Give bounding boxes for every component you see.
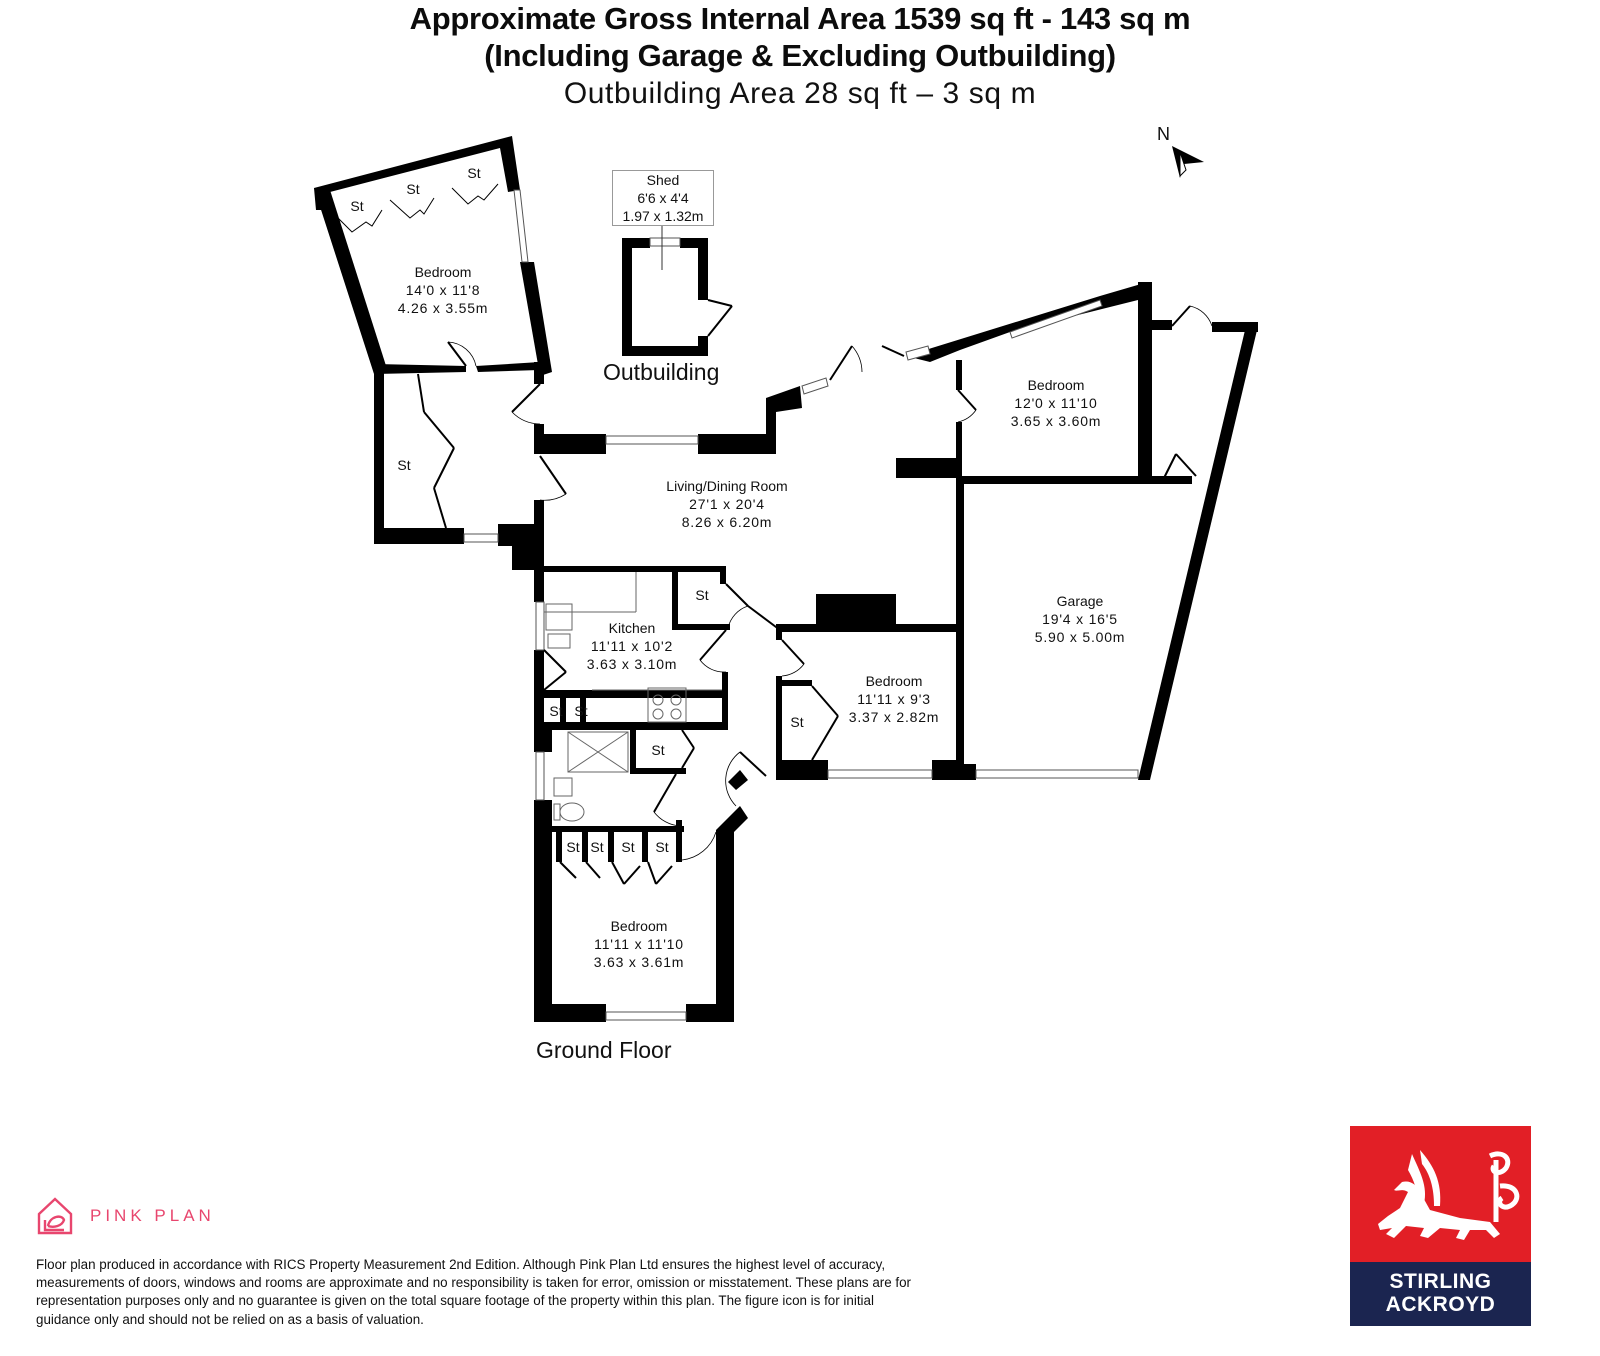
- window: [650, 238, 680, 246]
- storage-label: St: [655, 839, 669, 855]
- room-dimensions-imperial: 19'4 x 16'5: [1042, 611, 1118, 627]
- room-name: Kitchen: [608, 620, 656, 636]
- room-name: Shed: [646, 172, 680, 188]
- room-dimensions-metric: 3.65 x 3.60m: [1010, 413, 1102, 429]
- room-dimensions-metric: 3.63 x 3.10m: [586, 656, 678, 672]
- window: [828, 770, 932, 778]
- room-name: Bedroom: [414, 264, 472, 280]
- window: [802, 378, 828, 394]
- storage-label: St: [566, 839, 580, 855]
- room-dimensions-metric: 3.37 x 2.82m: [848, 709, 940, 725]
- room-dimensions-metric: 3.63 x 3.61m: [593, 954, 685, 970]
- storage-label: St: [350, 198, 364, 214]
- room-label-kitchen: [587, 619, 678, 673]
- storage-label: St: [621, 839, 635, 855]
- logo-wordmark-line2: ACKROYD: [1385, 1293, 1496, 1316]
- storage-label: St: [590, 839, 604, 855]
- room-name: Bedroom: [865, 673, 923, 689]
- ground-floor-caption: Ground Floor: [536, 1037, 672, 1063]
- stirling-ackroyd-logo: [1350, 1126, 1531, 1326]
- north-indicator-label: N: [1157, 124, 1170, 144]
- window: [536, 752, 544, 800]
- window: [514, 190, 528, 262]
- room-dimensions-metric: 1.97 x 1.32m: [622, 208, 704, 224]
- room-name: Garage: [1056, 593, 1104, 609]
- north-arrow-icon: [1172, 146, 1204, 178]
- room-dimensions-imperial: 11'11 x 11'10: [594, 936, 684, 952]
- wall: [374, 364, 466, 374]
- room-dimensions-imperial: 14'0 x 11'8: [405, 282, 481, 298]
- storage-label: St: [467, 165, 481, 181]
- room-dimensions-imperial: 11'11 x 9'3: [857, 691, 931, 707]
- room-label-bedroom-2: [1011, 376, 1102, 430]
- room-label-bedroom-4: [594, 917, 685, 971]
- room-label-shed: [612, 170, 714, 226]
- storage-label: St: [651, 742, 665, 758]
- room-dimensions-metric: 5.90 x 5.00m: [1034, 629, 1126, 645]
- room-name: Living/Dining Room: [666, 478, 788, 494]
- storage-label: St: [549, 703, 563, 719]
- room-dimensions-imperial: 6'6 x 4'4: [637, 190, 689, 206]
- window: [606, 1012, 686, 1020]
- room-label-bedroom-3: [849, 672, 940, 726]
- area-inclusion-note: (Including Garage & Excluding Outbuilding): [484, 38, 1116, 73]
- griffin-emblem-icon: [1350, 1126, 1531, 1262]
- room-dimensions-imperial: 12'0 x 11'10: [1014, 395, 1098, 411]
- wall: [314, 188, 388, 374]
- room-dimensions-metric: 4.26 x 3.55m: [397, 300, 489, 316]
- pink-plan-wordmark: PINK PLAN: [90, 1206, 215, 1225]
- wall: [520, 262, 552, 376]
- house-logo-icon: [36, 1196, 74, 1236]
- window: [536, 602, 544, 650]
- window: [976, 770, 1138, 778]
- outbuilding-caption: Outbuilding: [603, 359, 720, 385]
- room-name: Bedroom: [610, 918, 668, 934]
- room-label-garage: [1035, 592, 1126, 646]
- gross-internal-area-title: Approximate Gross Internal Area 1539 sq ft - 143 sq m: [409, 1, 1191, 36]
- disclaimer-text: Floor plan produced in accordance with RICS Property Measurement 2nd Edition. Although Pink Plan Ltd ensures the highest level of accuracy, measurements of doors, windows and rooms are approximate and no responsibility is taken for error, omission or misstatement. These plans are for representation purposes only and no guarantee is given on the total square footage of the property within this plan. The figure icon is for initial guidance only and should not be relied on as a basis of valuation.: [36, 1257, 912, 1327]
- window: [606, 436, 698, 444]
- room-dimensions-imperial: 27'1 x 20'4: [689, 496, 765, 512]
- room-label-bedroom-1: [398, 263, 489, 317]
- logo-red-panel: [1350, 1126, 1531, 1262]
- wall: [476, 362, 540, 372]
- room-dimensions-imperial: 11'11 x 10'2: [590, 638, 674, 654]
- room-label-living-dining: [666, 477, 787, 531]
- storage-label: St: [397, 457, 411, 473]
- room-dimensions-metric: 8.26 x 6.20m: [681, 514, 773, 530]
- storage-label: St: [790, 714, 804, 730]
- window: [464, 534, 498, 542]
- logo-wordmark-panel: [1350, 1262, 1531, 1326]
- wall: [314, 136, 520, 210]
- logo-wordmark-line1: STIRLING: [1389, 1270, 1492, 1293]
- room-name: Bedroom: [1027, 377, 1085, 393]
- storage-label: St: [574, 703, 588, 719]
- outbuilding-area-note: Outbuilding Area 28 sq ft – 3 sq m: [563, 77, 1037, 110]
- pink-plan-logo: [36, 1196, 215, 1236]
- storage-label: St: [695, 587, 709, 603]
- window: [1010, 300, 1102, 338]
- storage-label: St: [406, 181, 420, 197]
